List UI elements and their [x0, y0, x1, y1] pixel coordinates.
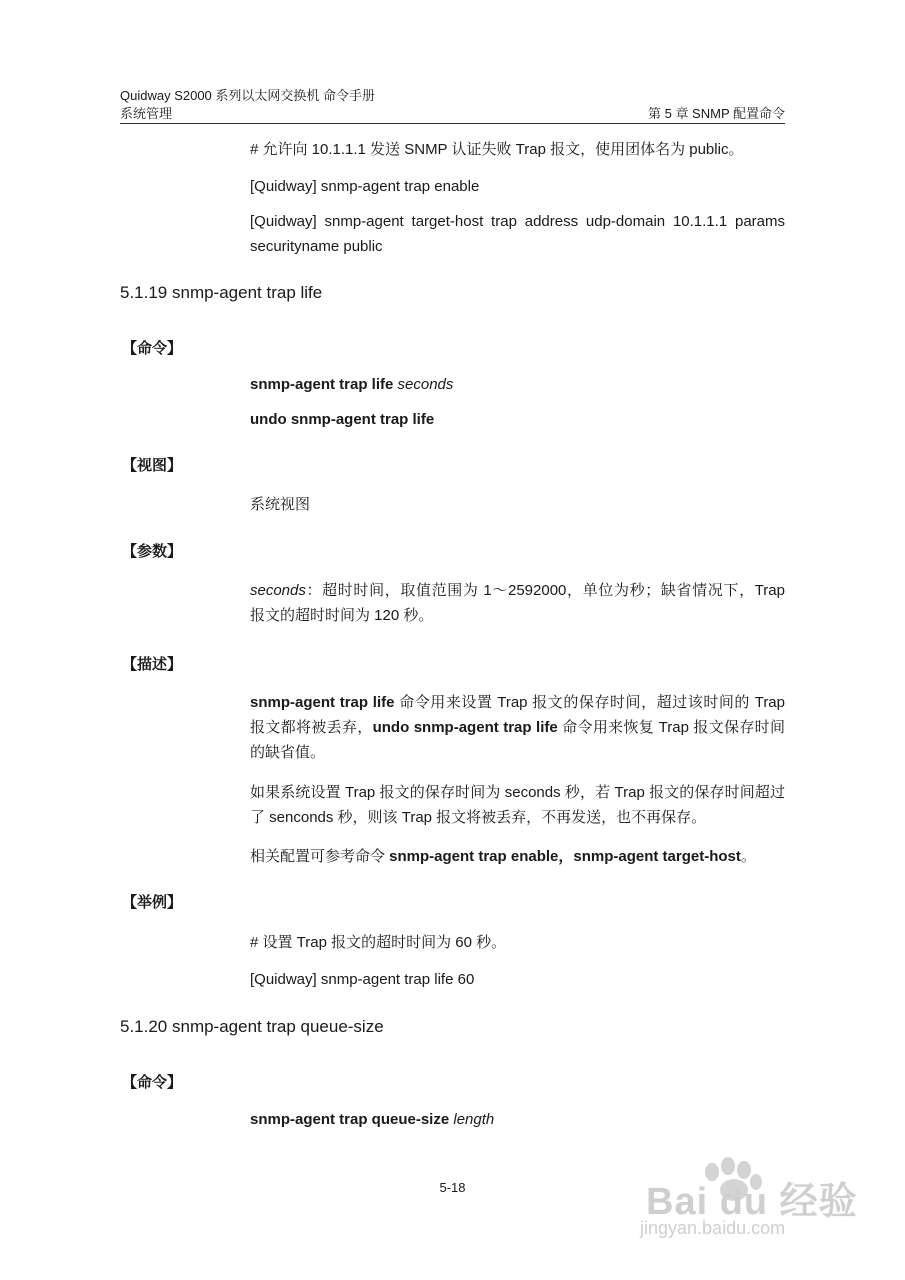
header-chapter: 第 5 章 SNMP 配置命令 [647, 106, 785, 121]
command-keyword-2: snmp-agent trap queue-size [250, 1111, 450, 1128]
desc-cmd-2: undo snmp-agent trap life [372, 719, 558, 736]
prev-example-cmd-2: [Quidway] snmp-agent target-host trap address udp-domain 10.1.1.1 params securityname public [250, 213, 785, 255]
prev-example-cmd-1: [Quidway] snmp-agent trap enable [250, 178, 480, 195]
section-heading-5-1-19: 5.1.19 snmp-agent trap life [120, 283, 323, 302]
example-label: 【举例】 [122, 894, 183, 911]
command-keyword: snmp-agent trap life [250, 376, 394, 393]
desc3-text-2: 。 [740, 848, 756, 865]
description-label: 【描述】 [122, 656, 183, 673]
desc3-related-cmds: snmp-agent trap enable，snmp-agent target-host [389, 848, 741, 865]
command-syntax-2 [250, 1107, 785, 1132]
example-cmd: [Quidway] snmp-agent trap life 60 [250, 971, 475, 988]
command-label-2: 【命令】 [122, 1074, 183, 1091]
command-param: seconds [397, 376, 454, 393]
example-comment: # 设置 Trap 报文的超时时间为 60 秒。 [250, 934, 507, 951]
param-name: seconds [250, 582, 306, 599]
header-rule [120, 123, 785, 124]
view-label: 【视图】 [122, 457, 183, 474]
command-syntax [250, 372, 785, 397]
param-description [250, 578, 785, 628]
command-param-2: length [453, 1111, 495, 1128]
command-label: 【命令】 [122, 340, 183, 357]
desc-text-2: 命令用来恢复 Trap 报文保存时间的缺省值。 [250, 719, 785, 761]
watermark-url: jingyan.baidu.com [640, 1218, 786, 1238]
section-heading-5-1-20: 5.1.20 snmp-agent trap queue-size [120, 1017, 384, 1036]
param-label: 【参数】 [122, 543, 183, 560]
description-para-3 [250, 844, 785, 869]
undo-command-syntax: undo snmp-agent trap life [250, 411, 435, 428]
baidu-watermark [640, 1150, 870, 1250]
desc3-text-1: 相关配置可参考命令 [250, 848, 390, 865]
desc-text-1: 命令用来设置 Trap 报文的保存时间，超过该时间的 Trap 报文都将被丢弃， [250, 694, 785, 736]
view-text: 系统视图 [250, 496, 311, 513]
watermark-brand: Bai du 经验 [646, 1181, 858, 1223]
description-para-1 [250, 690, 785, 765]
param-desc-text: ：超时时间，取值范围为 1～2592000，单位为秒；缺省情况下，Trap 报文的超时时间为 120 秒。 [250, 582, 785, 624]
desc-cmd-1: snmp-agent trap life [250, 694, 395, 711]
header-subtitle: 系统管理 [120, 106, 173, 121]
prev-example-comment: # 允许向 10.1.1.1 发送 SNMP 认证失败 Trap 报文，使用团体名为 public。 [250, 141, 744, 158]
description-para-2: 如果系统设置 Trap 报文的保存时间为 seconds 秒，若 Trap 报文的保存时间超过了 senconds 秒，则该 Trap 报文将被丢弃，不再发送，也不再保存。 [250, 784, 785, 826]
header-title: Quidway S2000 系列以太网交换机 命令手册 [120, 88, 376, 103]
page-number: 5-18 [439, 1180, 466, 1195]
